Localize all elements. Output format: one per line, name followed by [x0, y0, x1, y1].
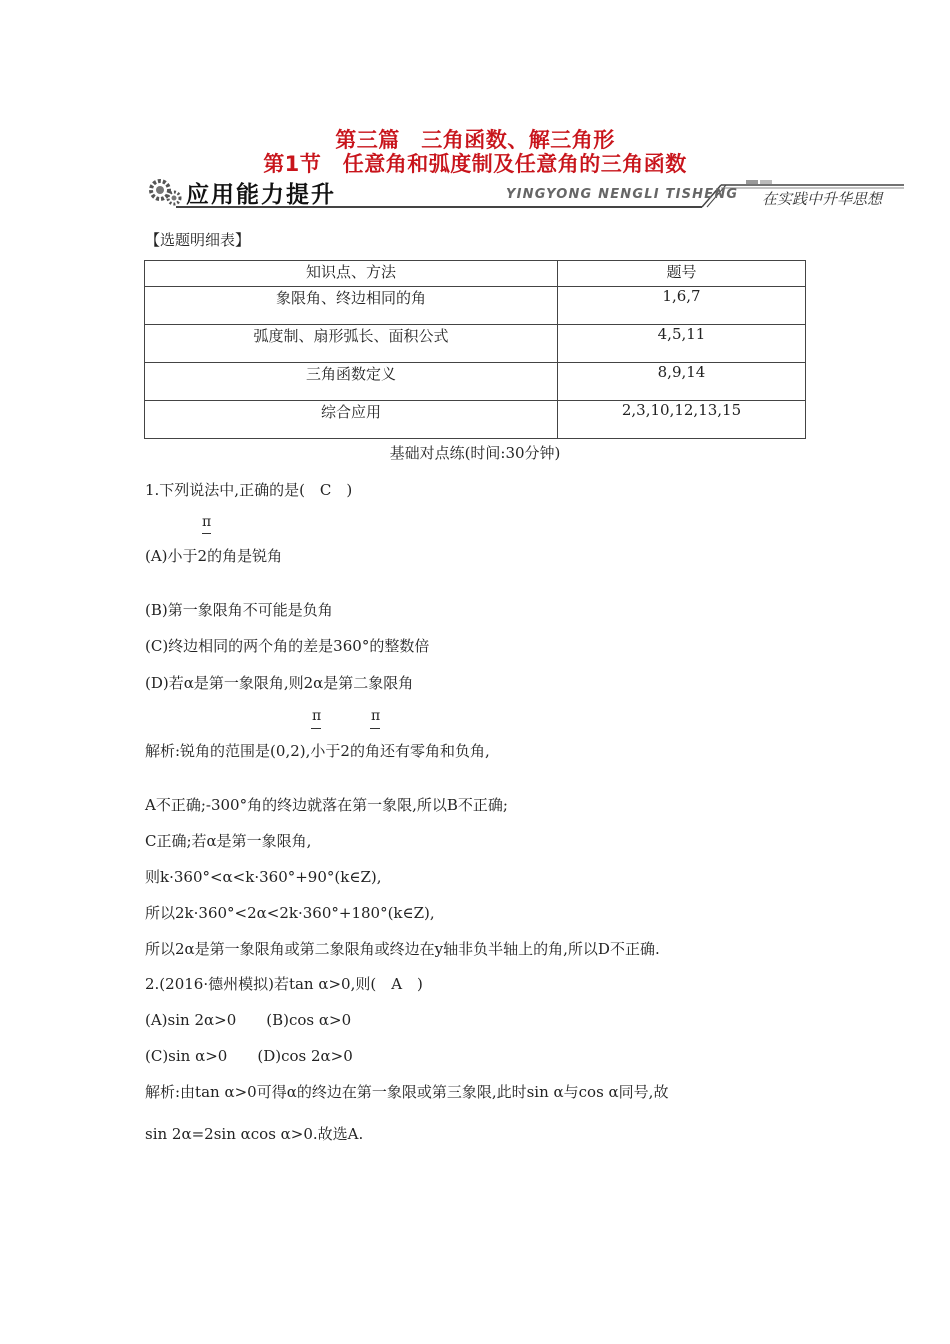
table-header-row	[145, 261, 806, 287]
table-heading: 【选题明细表】	[145, 231, 251, 249]
q1-option-a-post: 的角是锐角	[207, 547, 283, 565]
fraction-numerator: π	[202, 514, 212, 530]
table-row	[145, 363, 806, 401]
q2-options-cd: (C)sin α>0 (D)cos 2α>0	[145, 1047, 353, 1065]
q1-solution-3: C正确;若α是第一象限角,	[145, 832, 312, 850]
q1-solution-pre: 解析:锐角的范围是(0,	[145, 742, 291, 760]
table-cell-number: 8,9,14	[558, 363, 806, 401]
section-title: 第1节 任意角和弧度制及任意角的三角函数	[263, 152, 687, 176]
table-cell-number: 1,6,7	[558, 287, 806, 325]
table-row	[145, 287, 806, 325]
q1-stem: 1.下列说法中,正确的是( C )	[145, 481, 353, 499]
table-header-number: 题号	[558, 261, 806, 287]
q2-stem: 2.(2016·德州模拟)若tan α>0,则( A )	[145, 975, 423, 993]
table-row	[145, 325, 806, 363]
q1-solution-1	[145, 740, 490, 761]
table-cell-topic: 综合应用	[145, 401, 558, 439]
table-cell-number: 2,3,10,12,13,15	[558, 401, 806, 439]
gear-icon	[151, 181, 180, 204]
fraction-denominator: 2	[340, 742, 350, 760]
table-cell-topic: 三角函数定义	[145, 363, 558, 401]
table-header-topic: 知识点、方法	[145, 261, 558, 287]
topic-table	[144, 260, 806, 439]
table-cell-topic: 弧度制、扇形弧长、面积公式	[145, 325, 558, 363]
q1-option-a-pre: (A)小于	[145, 547, 198, 565]
fraction-denominator: 2	[197, 547, 208, 565]
q1-option-b: (B)第一象限角不可能是负角	[145, 601, 333, 619]
table-cell-topic: 象限角、终边相同的角	[145, 287, 558, 325]
q2-options-ab: (A)sin 2α>0 (B)cos α>0	[145, 1011, 352, 1029]
q1-solution-6: 所以2α是第一象限角或第二象限角或终边在y轴非负半轴上的角,所以D不正确.	[145, 940, 660, 958]
q1-option-a	[145, 545, 282, 566]
fraction-bar	[311, 728, 321, 729]
q1-solution-mid: ),小于	[299, 742, 341, 760]
banner-motto: 在实践中升华思想	[762, 190, 883, 208]
table-cell-number: 4,5,11	[558, 325, 806, 363]
table-row	[145, 401, 806, 439]
q1-option-c: (C)终边相同的两个角的差是360°的整数倍	[145, 637, 430, 655]
chapter-title: 第三篇 三角函数、解三角形	[335, 128, 615, 152]
fraction-bar	[370, 728, 380, 729]
q1-solution-post: 的角还有零角和负角,	[349, 742, 490, 760]
q2-solution-1: 解析:由tan α>0可得α的终边在第一象限或第三象限,此时sin α与cos α同号,故	[145, 1083, 669, 1101]
fraction-denominator: 2	[290, 742, 300, 760]
practice-section-title: 基础对点练(时间:30分钟)	[389, 444, 561, 462]
banner-pinyin: YINGYONG NENGLI TISHENG	[506, 187, 739, 202]
banner-label: 应用能力提升	[186, 182, 336, 208]
fraction-numerator: π	[312, 708, 322, 724]
q1-solution-4: 则k·360°<α<k·360°+90°(k∈Z),	[145, 868, 382, 886]
fraction-bar	[202, 533, 211, 534]
fraction-numerator: π	[371, 708, 381, 724]
q1-solution-5: 所以2k·360°<2α<2k·360°+180°(k∈Z),	[145, 904, 435, 922]
q2-solution-2: sin 2α=2sin αcos α>0.故选A.	[145, 1125, 364, 1143]
q1-solution-2: A不正确;-300°角的终边就落在第一象限,所以B不正确;	[145, 796, 508, 814]
q1-option-d: (D)若α是第一象限角,则2α是第二象限角	[145, 674, 414, 692]
